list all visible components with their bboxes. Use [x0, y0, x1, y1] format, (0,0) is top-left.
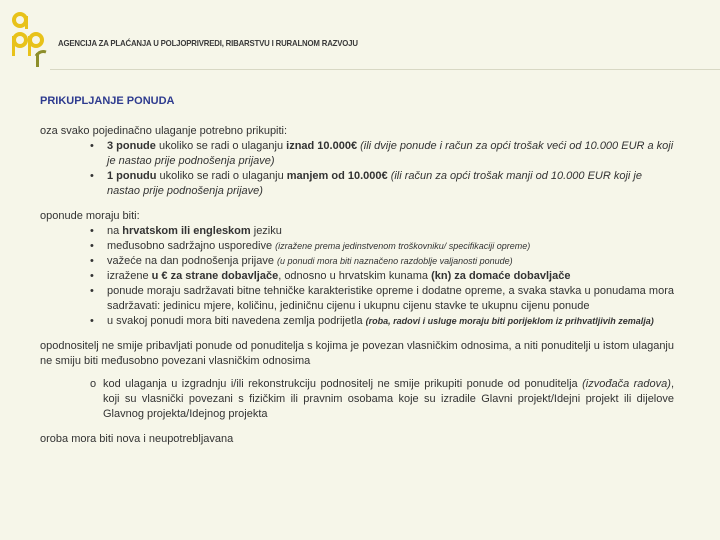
bullet-icon: •: [90, 240, 94, 252]
offer-count-list: [40, 139, 674, 199]
list-item: • na hrvatskom ili engleskom jeziku: [90, 225, 282, 237]
goods-paragraph: oroba mora biti nova i neupotrebljavana: [40, 433, 234, 445]
bullet-icon: •: [90, 270, 94, 282]
list-item: • izražene u € za strane dobavljače, odnosno u hrvatskim kunama (kn) za domaće dobavljače: [90, 270, 571, 282]
bullet-icon: •: [90, 285, 94, 297]
header: [0, 0, 720, 70]
circle-bullet-icon: o: [90, 378, 97, 390]
requirements-list: [40, 224, 674, 329]
slide-content: [40, 94, 674, 447]
bullet-icon: •: [90, 225, 94, 237]
list-item: • ponude moraju sadržavati bitne tehničke karakteristike opreme i dodatne opreme, a svaka stavka u ponudama mora sadržavati: jedinicu mjere, količinu, jediničnu cijenu i ukupnu cijenu stavke te ukupnu cijenu ponude: [90, 285, 674, 312]
intro-paragraph: oza svako pojedinačno ulaganje potrebno prikupiti:: [40, 125, 288, 137]
list-item: • 1 ponudu ukoliko se radi o ulaganju manjem od 10.000€ (ili račun za opći trošak manji od 10.000 EUR koji je nastao prije podnošenja prijave): [90, 170, 642, 197]
agency-name: AGENCIJA ZA PLAĆANJA U POLJOPRIVREDI, RIBARSTVU I RURALNOM RAZVOJU: [58, 38, 358, 48]
bullet-icon: •: [90, 315, 94, 327]
apr-logo: [8, 8, 48, 68]
list-item: • u svakoj ponudi mora biti navedena zemlja podrijetla (roba, radovi i usluge moraju biti porijeklom iz prihvatljivih zemalja): [90, 315, 654, 327]
bullet-icon: •: [90, 140, 94, 152]
ownership-paragraph: opodnositelj ne smije pribavljati ponude od ponuditelja s kojima je povezan vlasničkim odnosima, a niti ponuditelji u istom ulaganju ne smiju biti međusobno povezani vlasničkim odnosima: [40, 340, 674, 367]
bullet-icon: •: [90, 255, 94, 267]
list-item: • 3 ponude ukoliko se radi o ulaganju iznad 10.000€ (ili dvije ponude i račun za opći trošak veći od 10.000 EUR a koji je nastao prije podnošenja prijave): [90, 140, 674, 167]
list-item: • važeće na dan podnošenja prijave (u ponudi mora biti naznačeno razdoblje valjanosti ponude): [90, 255, 513, 267]
construction-subitem: o kod ulaganja u izgradnju i/ili rekonstrukciju podnositelj ne smije prikupiti ponude od ponuditelja (izvođača radova), koji su vlasnički povezani s fizičkim ili pravnim osobama koje su izradile Glavni projekt/Idejni projekt ili dijelove Glavnog projekta/Idejnog projekta: [90, 378, 674, 420]
list-item: • međusobno sadržajno usporedive (izražene prema jedinstvenom troškovniku/ specifikaciji opreme): [90, 240, 531, 252]
header-divider: [50, 69, 720, 70]
bullet-icon: •: [90, 170, 94, 182]
slide-title: PRIKUPLJANJE PONUDA: [40, 95, 175, 107]
requirements-heading: oponude moraju biti:: [40, 210, 140, 222]
